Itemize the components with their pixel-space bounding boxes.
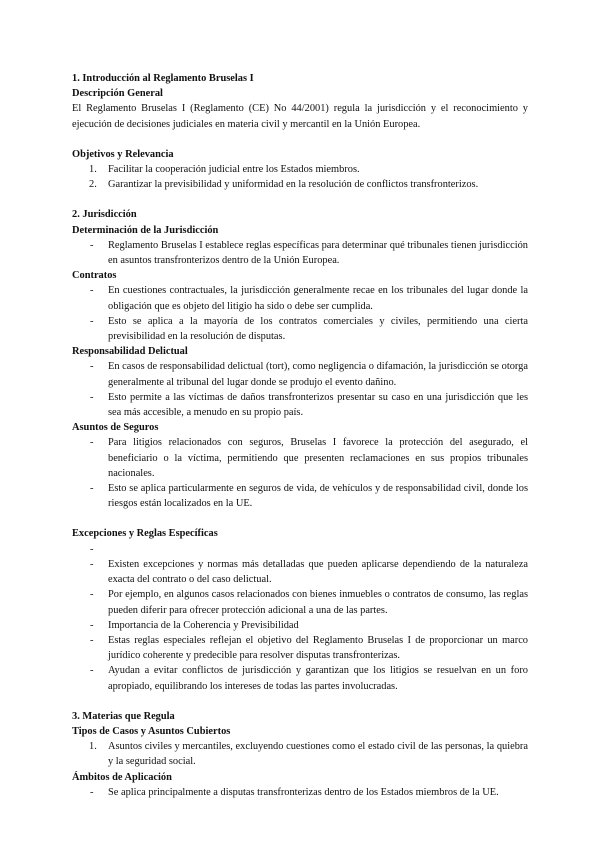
descripcion-paragraph: El Reglamento Bruselas I (Reglamento (CE) No 44/2001) regula la jurisdicción y el reconocimiento y ejecución de decisiones judiciales en materia civil y mercantil en la Unión Europea.: [72, 103, 528, 130]
list-item: - Por ejemplo, en algunos casos relacionados con bienes inmuebles o contratos de consumo, las reglas pueden diferir para ofrecer protección adicional a una de las partes.: [90, 589, 528, 616]
tipos-list: [72, 739, 528, 769]
list-item: - Para litigios relacionados con seguros, Bruselas I favorece la protección del asegurado, el beneficiario o la víctima, permitiendo que presenten reclamaciones en sus propios tribunales nacionales.: [90, 437, 528, 479]
contratos-heading: Contratos: [72, 270, 117, 282]
list-item: - Esto permite a las víctimas de daños transfronterizos presentar su caso en una jurisdicción que les sea más accesible, a menudo en su propio país.: [90, 391, 528, 419]
excepciones-list: [72, 542, 528, 694]
objetivos-list: [72, 162, 528, 192]
seguros-list: [72, 435, 528, 511]
list-item: - Ayudan a evitar conflictos de jurisdicción y garantizan que los litigios se resuelvan en un foro apropiado, equilibrando los intereses de todas las partes involucradas.: [90, 665, 528, 692]
responsabilidad-list: [72, 359, 528, 420]
list-item: - Esto se aplica particularmente en seguros de vida, de vehículos y de responsabilidad civil, donde los riesgos están localizados en la UE.: [90, 483, 528, 510]
responsabilidad-heading: Responsabilidad Delictual: [72, 346, 188, 358]
list-item: - Existen excepciones y normas más detalladas que pueden aplicarse dependiendo de la naturaleza exacta del contrato o del caso delictual.: [90, 558, 528, 586]
excepciones-heading: Excepciones y Reglas Específicas: [72, 528, 218, 540]
list-item: - En casos de responsabilidad delictual (tort), como negligencia o difamación, la jurisdicción se otorga generalmente al tribunal del lugar donde se produjo el evento dañino.: [90, 361, 528, 388]
contratos-list: [72, 283, 528, 344]
ambitos-list: [72, 785, 528, 800]
list-item: - Esto se aplica a la mayoría de los contratos comerciales y civiles, permitiendo una cierta previsibilidad en la resolución de disputas.: [90, 315, 528, 343]
section-2-title: 2. Jurisdicción: [72, 209, 137, 221]
list-item: - Reglamento Bruselas I establece reglas específicas para determinar qué tribunales tienen jurisdicción en asuntos transfronterizos dentro de la Unión Europea.: [90, 239, 528, 267]
section-3-title: 3. Materias que Regula: [72, 710, 175, 722]
list-item: - En cuestiones contractuales, la jurisdicción generalmente recae en los tribunales del lugar donde la obligación que es objeto del litigio ha sido o debe ser cumplida.: [90, 285, 528, 312]
seguros-heading: Asuntos de Seguros: [72, 422, 159, 434]
list-item: 2. Garantizar la previsibilidad y uniformidad en la resolución de conflictos transfronterizos.: [89, 179, 479, 191]
list-item: - Se aplica principalmente a disputas transfronterizas dentro de los Estados miembros de la UE.: [90, 786, 499, 798]
objetivos-heading: Objetivos y Relevancia: [72, 148, 174, 160]
descripcion-heading: Descripción General: [72, 88, 163, 100]
list-item: -: [90, 543, 94, 555]
document-page: [72, 71, 528, 800]
determinacion-heading: Determinación de la Jurisdicción: [72, 224, 219, 236]
list-item: - Estas reglas especiales reflejan el objetivo del Reglamento Bruselas I de proporcionar un marco jurídico coherente y predecible para resolver disputas transfronterizas.: [90, 634, 528, 662]
ambitos-heading: Ámbitos de Aplicación: [72, 771, 172, 783]
tipos-heading: Tipos de Casos y Asuntos Cubiertos: [72, 725, 231, 737]
list-item: 1. Asuntos civiles y mercantiles, excluyendo cuestiones como el estado civil de las personas, la quiebra y la seguridad social.: [89, 741, 528, 768]
determinacion-list: [72, 238, 528, 268]
section-1-title: 1. Introducción al Reglamento Bruselas I: [72, 73, 254, 84]
list-item: - Importancia de la Coherencia y Previsibilidad: [90, 619, 299, 631]
list-item: 1. Facilitar la cooperación judicial entre los Estados miembros.: [89, 164, 360, 176]
